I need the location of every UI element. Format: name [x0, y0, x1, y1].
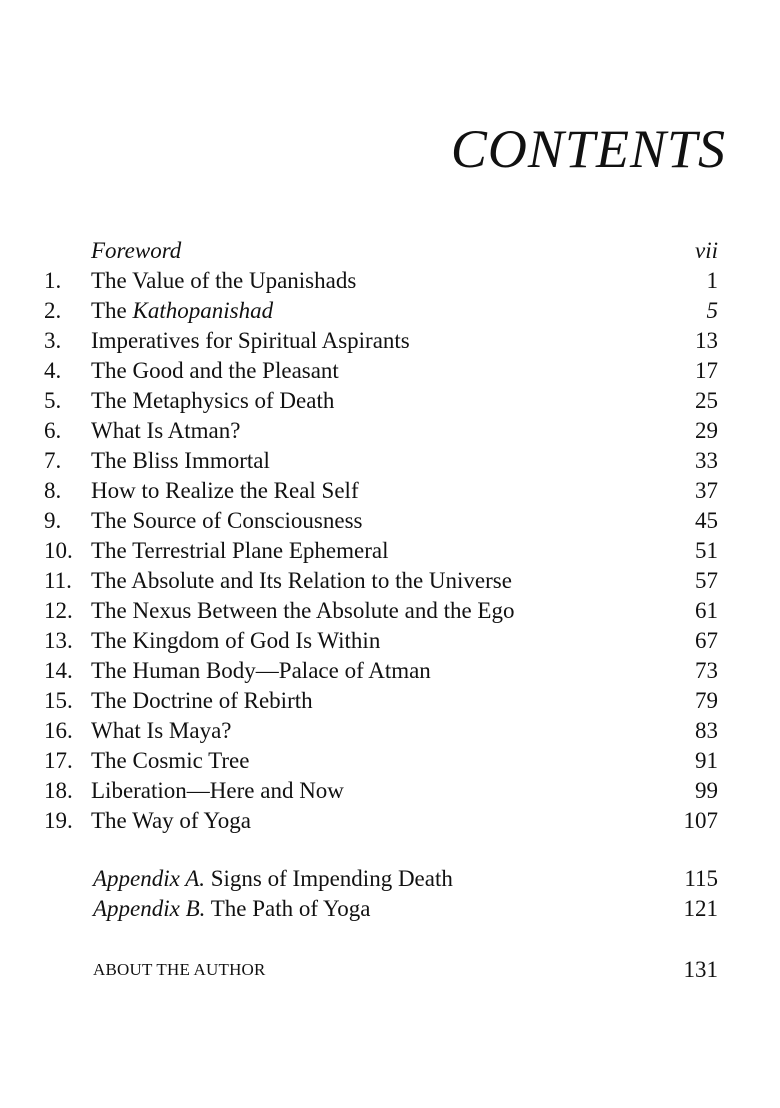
- chapter-title: The Bliss Immortal: [91, 448, 270, 473]
- chapter-number: 19.: [44, 808, 73, 833]
- toc-entry-chapter-3: [0, 326, 780, 356]
- chapter-page: 1: [706, 268, 718, 293]
- appendix-label-italic: Appendix A.: [93, 866, 205, 891]
- chapter-title: The Absolute and Its Relation to the Universe: [91, 568, 512, 593]
- toc-entry-appendix-b: [0, 894, 780, 924]
- toc-entry-chapter-4: [0, 356, 780, 386]
- appendix-label-rest: Signs of Impending Death: [205, 866, 453, 891]
- toc-entry-chapter-2: [0, 296, 780, 326]
- chapter-title: The Cosmic Tree: [91, 748, 250, 773]
- toc-entry-chapter-18: [0, 776, 780, 806]
- chapter-page: 13: [695, 328, 718, 353]
- about-author-label: ABOUT THE AUTHOR: [93, 960, 266, 979]
- chapter-number: 17.: [44, 748, 73, 773]
- appendix-page: 115: [684, 866, 718, 891]
- chapter-number: 4.: [44, 358, 62, 383]
- chapter-page: 17: [695, 358, 718, 383]
- chapter-number: 9.: [44, 508, 62, 533]
- chapter-number: 10.: [44, 538, 73, 563]
- chapter-number: 3.: [44, 328, 62, 353]
- chapter-title: The Value of the Upanishads: [91, 268, 357, 293]
- chapter-number: 13.: [44, 628, 73, 653]
- toc-entry-chapter-7: [0, 446, 780, 476]
- toc-entry-chapter-8: [0, 476, 780, 506]
- chapter-number: 18.: [44, 778, 73, 803]
- chapter-title: The Nexus Between the Absolute and the Ego: [91, 598, 515, 623]
- about-author-page: 131: [683, 957, 718, 982]
- appendix-page: 121: [683, 896, 718, 921]
- appendix-title: [93, 864, 453, 894]
- chapter-title: The Way of Yoga: [91, 808, 251, 833]
- chapter-page: 99: [695, 778, 718, 803]
- chapter-number: 2.: [44, 298, 62, 323]
- chapter-page: 91: [695, 748, 718, 773]
- chapter-title: The Human Body—Palace of Atman: [91, 658, 431, 683]
- chapter-title: What Is Atman?: [91, 418, 241, 443]
- chapter-page: 45: [695, 508, 718, 533]
- chapter-title: What Is Maya?: [91, 718, 232, 743]
- toc-entry-chapter-11: [0, 566, 780, 596]
- chapter-title: How to Realize the Real Self: [91, 478, 359, 503]
- toc-entry-chapter-5: [0, 386, 780, 416]
- chapter-page: 51: [695, 538, 718, 563]
- chapter-page: 29: [695, 418, 718, 443]
- page-title: CONTENTS: [450, 119, 726, 179]
- toc-entry-about-author: [0, 955, 780, 985]
- chapter-title-prefix: The: [91, 298, 133, 323]
- chapter-page: 73: [695, 658, 718, 683]
- chapter-page: 37: [695, 478, 718, 503]
- appendix-label-italic: Appendix B.: [93, 896, 206, 921]
- chapter-title: The Doctrine of Rebirth: [91, 688, 313, 713]
- chapter-page: 25: [695, 388, 718, 413]
- toc-entry-foreword: [0, 236, 780, 266]
- appendix-title: [93, 894, 370, 924]
- chapter-title: The Kingdom of God Is Within: [91, 628, 381, 653]
- toc-entry-chapter-14: [0, 656, 780, 686]
- chapter-title: The Good and the Pleasant: [91, 358, 339, 383]
- chapter-number: 15.: [44, 688, 73, 713]
- chapter-number: 12.: [44, 598, 73, 623]
- chapter-title: The Metaphysics of Death: [91, 388, 335, 413]
- toc-entry-chapter-6: [0, 416, 780, 446]
- toc-entry-chapter-10: [0, 536, 780, 566]
- chapter-page: 57: [695, 568, 718, 593]
- chapter-page: 61: [695, 598, 718, 623]
- toc-entry-page: vii: [695, 238, 718, 263]
- toc-entry-chapter-9: [0, 506, 780, 536]
- chapter-title-italic: Kathopanishad: [132, 298, 274, 323]
- toc-entry-chapter-15: [0, 686, 780, 716]
- appendix-label-rest: The Path of Yoga: [205, 896, 371, 921]
- toc-entry-chapter-12: [0, 596, 780, 626]
- chapter-title: Liberation—Here and Now: [91, 778, 344, 803]
- chapter-title: [91, 296, 273, 326]
- toc-entry-label: Foreword: [91, 238, 182, 263]
- toc-entry-chapter-13: [0, 626, 780, 656]
- chapter-page: 79: [695, 688, 718, 713]
- toc-entry-chapter-19: [0, 806, 780, 836]
- chapter-number: 7.: [44, 448, 62, 473]
- chapter-number: 14.: [44, 658, 73, 683]
- chapter-page: 67: [695, 628, 718, 653]
- chapter-number: 16.: [44, 718, 73, 743]
- chapter-number: 5.: [44, 388, 62, 413]
- toc-entry-chapter-17: [0, 746, 780, 776]
- chapter-number: 11.: [44, 568, 72, 593]
- chapter-number: 1.: [44, 268, 62, 293]
- chapter-page: 83: [695, 718, 718, 743]
- toc-entry-chapter-1: [0, 266, 780, 296]
- toc-entry-appendix-a: [0, 864, 780, 894]
- chapter-title: Imperatives for Spiritual Aspirants: [91, 328, 410, 353]
- chapter-number: 6.: [44, 418, 62, 443]
- chapter-page: 5: [706, 298, 718, 323]
- toc-entry-chapter-16: [0, 716, 780, 746]
- chapter-page: 107: [683, 808, 718, 833]
- chapter-page: 33: [695, 448, 718, 473]
- chapter-number: 8.: [44, 478, 62, 503]
- chapter-title: The Terrestrial Plane Ephemeral: [91, 538, 389, 563]
- chapter-title: The Source of Consciousness: [91, 508, 363, 533]
